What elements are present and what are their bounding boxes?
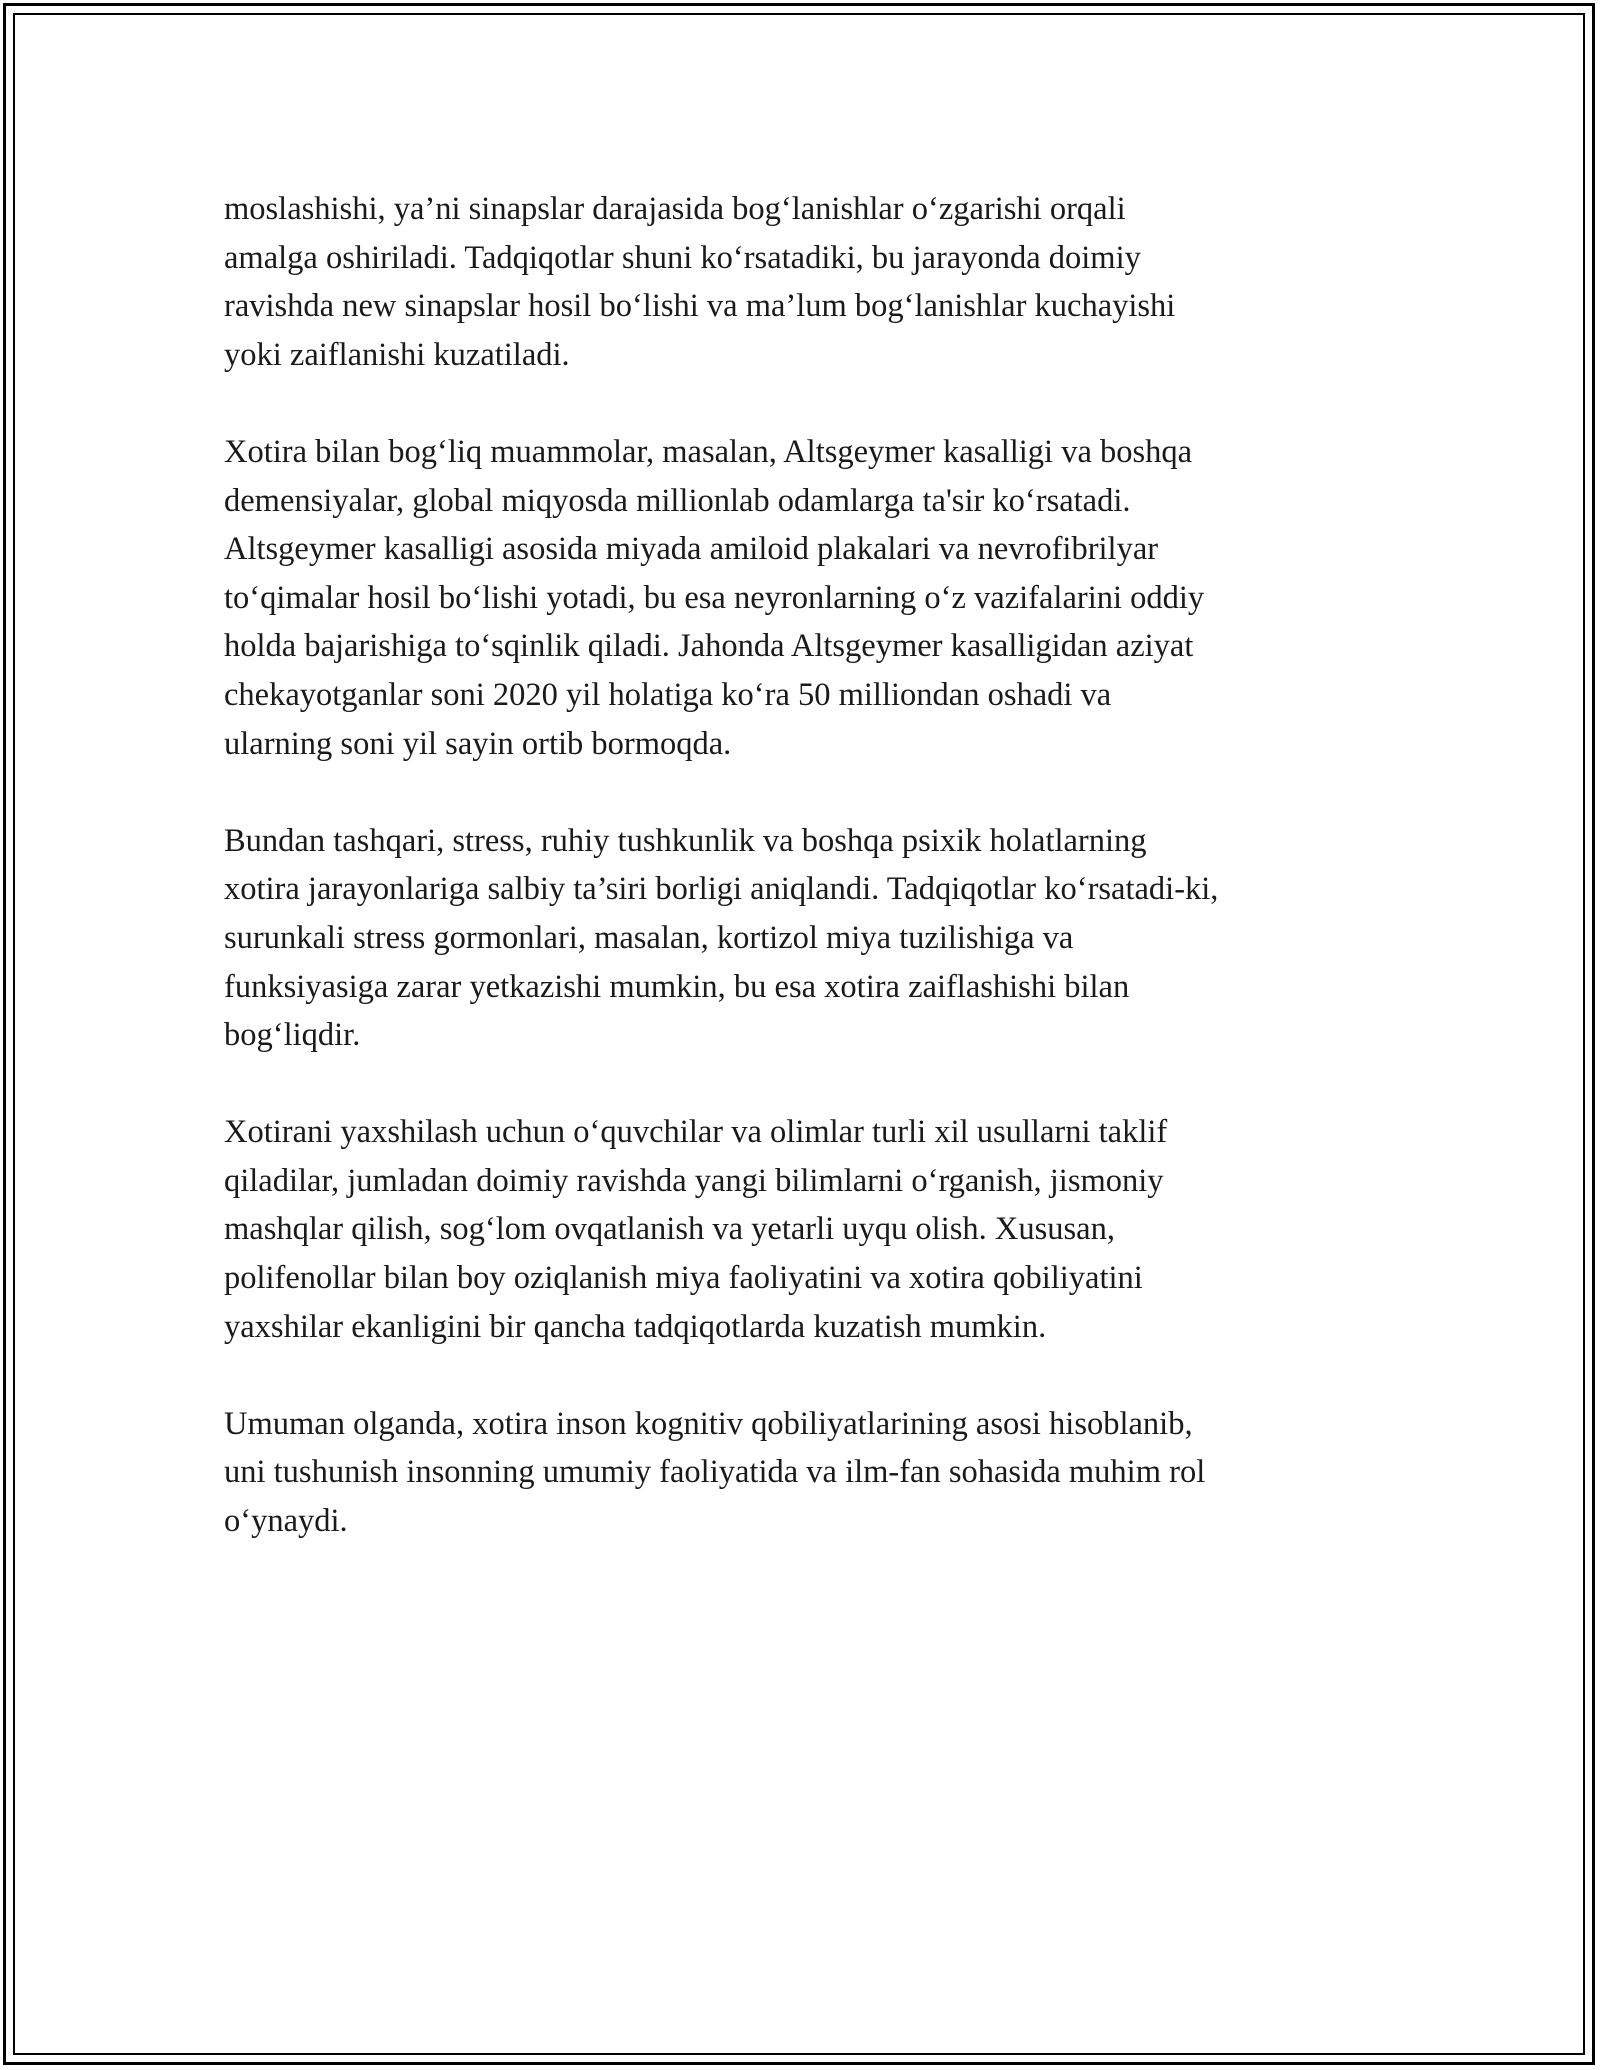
paragraph-synaptic-plasticity: moslashishi, ya’ni sinapslar darajasida bog‘lanishlar o‘zgarishi orqali amalga oshiriladi. Tadqiqotlar shuni ko‘rsatadiki, bu jarayonda doimiy ravishda new sinapslar hosil bo‘lishi va ma’lum bog‘lanishlar kuchayishi yoki zaiflanishi kuzatiladi. <box>224 191 1176 373</box>
paragraph-memory-improvement: Xotirani yaxshilash uchun o‘quvchilar va olimlar turli xil usullarni taklif qiladilar, jumladan doimiy ravishda yangi bilimlarni o‘rganish, jismoniy mashqlar qilish, sog‘lom ovqatlanish va yetarli uyqu olish. Xususan, polifenollar bilan boy oziqlanish miya faoliyatini va xotira qobiliyatini yaxshilar ekanligini bir qancha tadqiqotlarda kuzatish mumkin. <box>224 1114 1168 1345</box>
paragraph-conclusion: Umuman olganda, xotira inson kognitiv qobiliyatlarining asosi hisoblanib, uni tushunish insonning umumiy faoliyatida va ilm-fan sohasida muhim rol o‘ynaydi. <box>224 1405 1206 1540</box>
paragraph-alzheimers: Xotira bilan bog‘liq muammolar, masalan, Altsgeymer kasalligi va boshqa demensiyalar, global miqyosda millionlab odamlarga ta'sir ko‘rsatadi. Altsgeymer kasalligi asosida miyada amiloid plakalari va nevrofibrilyar to‘qimalar hosil bo‘lishi yotadi, bu esa neyronlarning o‘z vazifalarini oddiy holda bajarishiga to‘sqinlik qiladi. Jahonda Altsgeymer kasalligidan aziyat chekayotganlar soni 2020 yil holatiga ko‘ra 50 milliondan oshadi va ularning soni yil sayin ortib bormoqda. <box>224 433 1205 762</box>
paragraph-stress: Bundan tashqari, stress, ruhiy tushkunlik va boshqa psixik holatlarning xotira jarayonlariga salbiy ta’siri borligi aniqlandi. Tadqiqotlar ko‘rsatadi-ki, surunkali stress gormonlari, masalan, kortizol miya tuzilishiga va funksiyasiga zarar yetkazishi mumkin, bu esa xotira zaiflashishi bilan bog‘liqdir. <box>224 822 1219 1054</box>
document-body <box>224 185 1394 1594</box>
